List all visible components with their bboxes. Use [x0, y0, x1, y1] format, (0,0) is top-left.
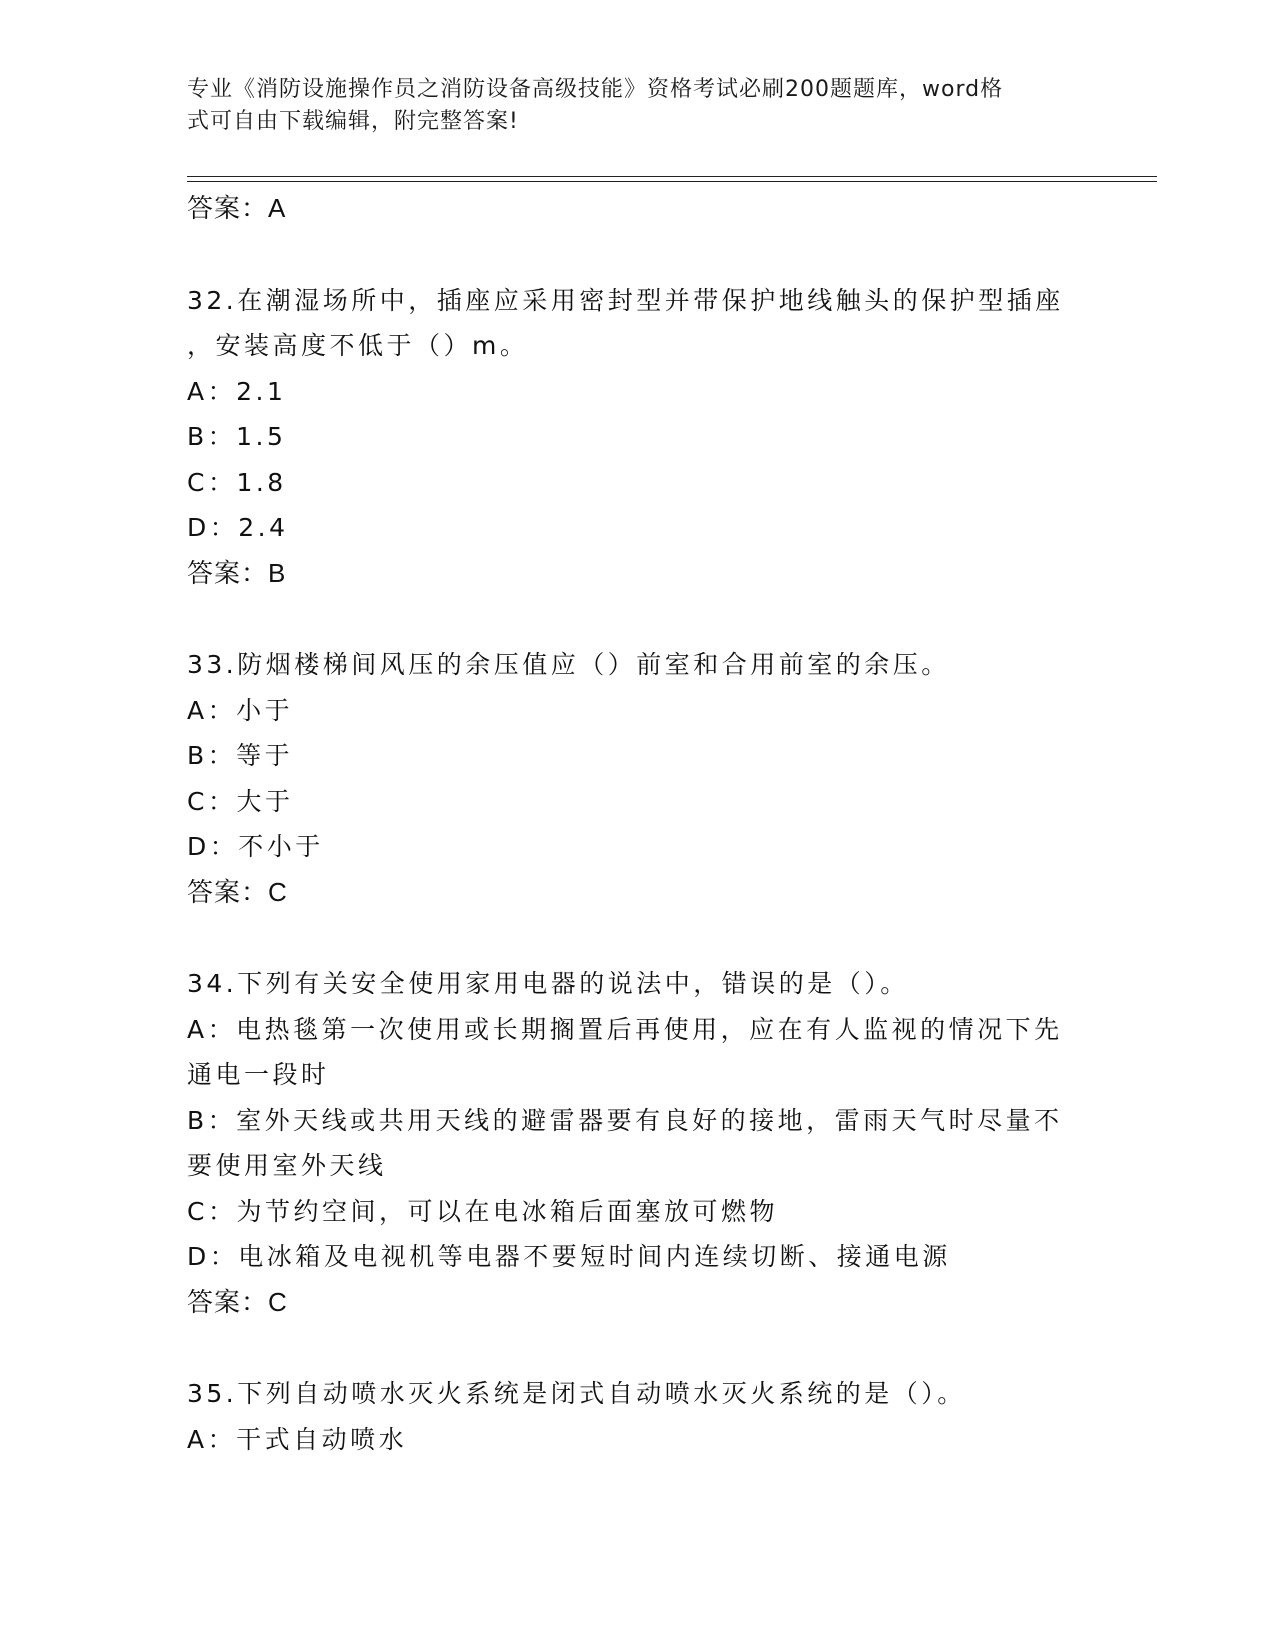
spacer — [187, 232, 1087, 278]
answer-31: 答案：A — [187, 193, 287, 223]
question-33-option-c: C：大于 — [187, 786, 294, 816]
question-33-stem-line-1: 33.防烟楼梯间风压的余压值应（）前室和合用前室的余压。 — [187, 650, 950, 679]
question-35 — [187, 1371, 1087, 1462]
question-32-option-a: A：2.1 — [187, 376, 287, 406]
question-32-option-d: D：2.4 — [187, 513, 289, 542]
question-33-option-a: A：小于 — [187, 695, 294, 725]
question-list — [187, 186, 1087, 1462]
question-34-option-a-line-2: 通电一段时 — [187, 1060, 330, 1089]
question-34-option-d: D：电冰箱及电视机等电器不要短时间内连续切断、接通电源 — [187, 1242, 951, 1271]
question-34 — [187, 961, 1087, 1325]
question-34-option-c: C：为节约空间，可以在电冰箱后面塞放可燃物 — [187, 1196, 778, 1226]
question-33-option-b: B：等于 — [187, 741, 294, 770]
spacer — [187, 915, 1087, 961]
question-32-stem-line-1: 32.在潮湿场所中，插座应采用密封型并带保护地线触头的保护型插座 — [187, 285, 1064, 315]
document-header — [187, 74, 1067, 138]
header-divider-top — [187, 176, 1157, 177]
question-34-answer: 答案：C — [187, 1286, 288, 1317]
spacer — [187, 1325, 1087, 1371]
spacer — [187, 596, 1087, 642]
question-32-option-b: B：1.5 — [187, 422, 287, 451]
header-line-2: 式可自由下载编辑，附完整答案! — [187, 109, 519, 134]
header-line-1: 专业《消防设施操作员之消防设备高级技能》资格考试必刷200题题库，word格 — [187, 77, 1004, 102]
question-33-answer: 答案：C — [187, 876, 288, 907]
question-32-stem-line-2: ，安装高度不低于（）m。 — [187, 331, 529, 360]
question-34-option-a-line-1: A：电热毯第一次使用或长期搁置后再使用，应在有人监视的情况下先 — [187, 1014, 1063, 1044]
question-35-stem-line-1: 35.下列自动喷水灭火系统是闭式自动喷水灭火系统的是（）。 — [187, 1379, 966, 1408]
question-32 — [187, 278, 1087, 597]
question-32-option-c: C：1.8 — [187, 467, 287, 497]
question-34-option-b-line-2: 要使用室外天线 — [187, 1151, 387, 1180]
question-35-option-a: A：干式自动喷水 — [187, 1424, 408, 1454]
question-33 — [187, 642, 1087, 915]
question-34-stem-line-1: 34.下列有关安全使用家用电器的说法中，错误的是（）。 — [187, 969, 909, 998]
question-32-answer: 答案：B — [187, 557, 287, 588]
header-divider-bottom — [187, 181, 1157, 182]
question-33-option-d: D：不小于 — [187, 832, 324, 861]
question-34-option-b-line-1: B：室外天线或共用天线的避雷器要有良好的接地，雷雨天气时尽量不 — [187, 1105, 1063, 1135]
